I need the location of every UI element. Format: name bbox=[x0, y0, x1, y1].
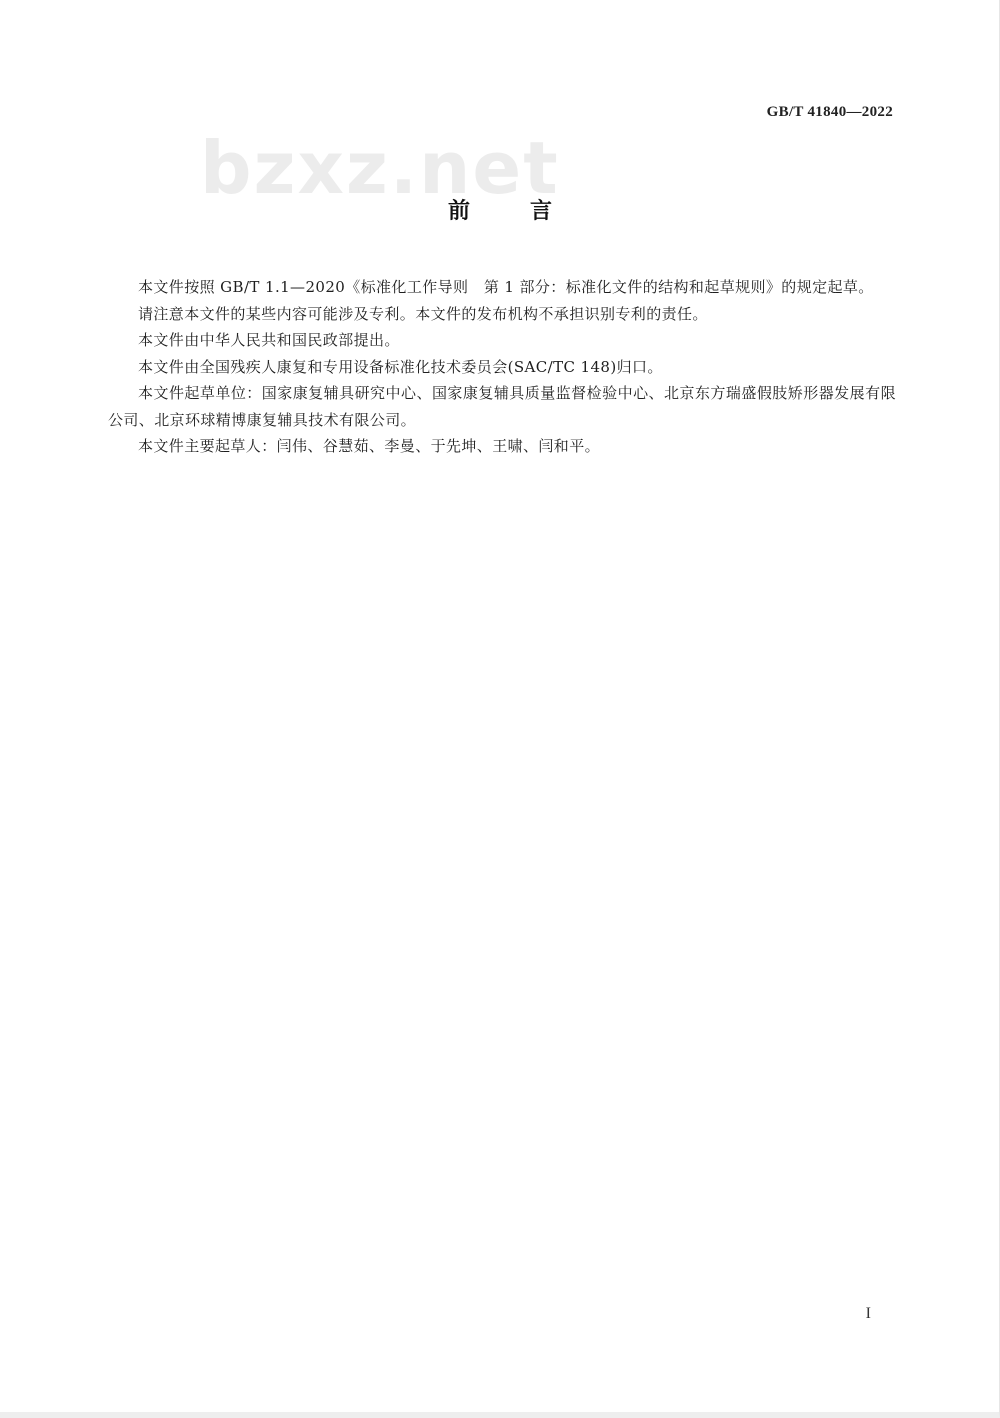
page-number: I bbox=[865, 1305, 871, 1322]
page-title: 前言 bbox=[447, 199, 612, 224]
paragraph-drafting-units: 本文件起草单位：国家康复辅具研究中心、国家康复辅具质量监督检验中心、北京东方瑞盛假肢矫形器发展有限公司、北京环球精博康复辅具技术有限公司。 bbox=[108, 384, 896, 429]
paragraph-patent-notice: 请注意本文件的某些内容可能涉及专利。本文件的发布机构不承担识别专利的责任。 bbox=[138, 304, 708, 323]
paragraph-proposer: 本文件由中华人民共和国民政部提出。 bbox=[138, 331, 400, 349]
document-number: GB/T 41840—2022 bbox=[766, 104, 893, 120]
paragraph-technical-committee: 本文件由全国残疾人康复和专用设备标准化技术委员会(SAC/TC 148)归口。 bbox=[138, 357, 663, 376]
paragraph-main-drafters: 本文件主要起草人：闫伟、谷慧茹、李曼、于先坤、王啸、闫和平。 bbox=[138, 437, 601, 455]
watermark-logo: bzxz.net bbox=[200, 126, 560, 210]
paragraph-drafting-rules: 本文件按照 GB/T 1.1—2020《标准化工作导则 第 1 部分：标准化文件的结构和起草规则》的规定起草。 bbox=[138, 278, 874, 296]
preface-body bbox=[108, 274, 896, 460]
